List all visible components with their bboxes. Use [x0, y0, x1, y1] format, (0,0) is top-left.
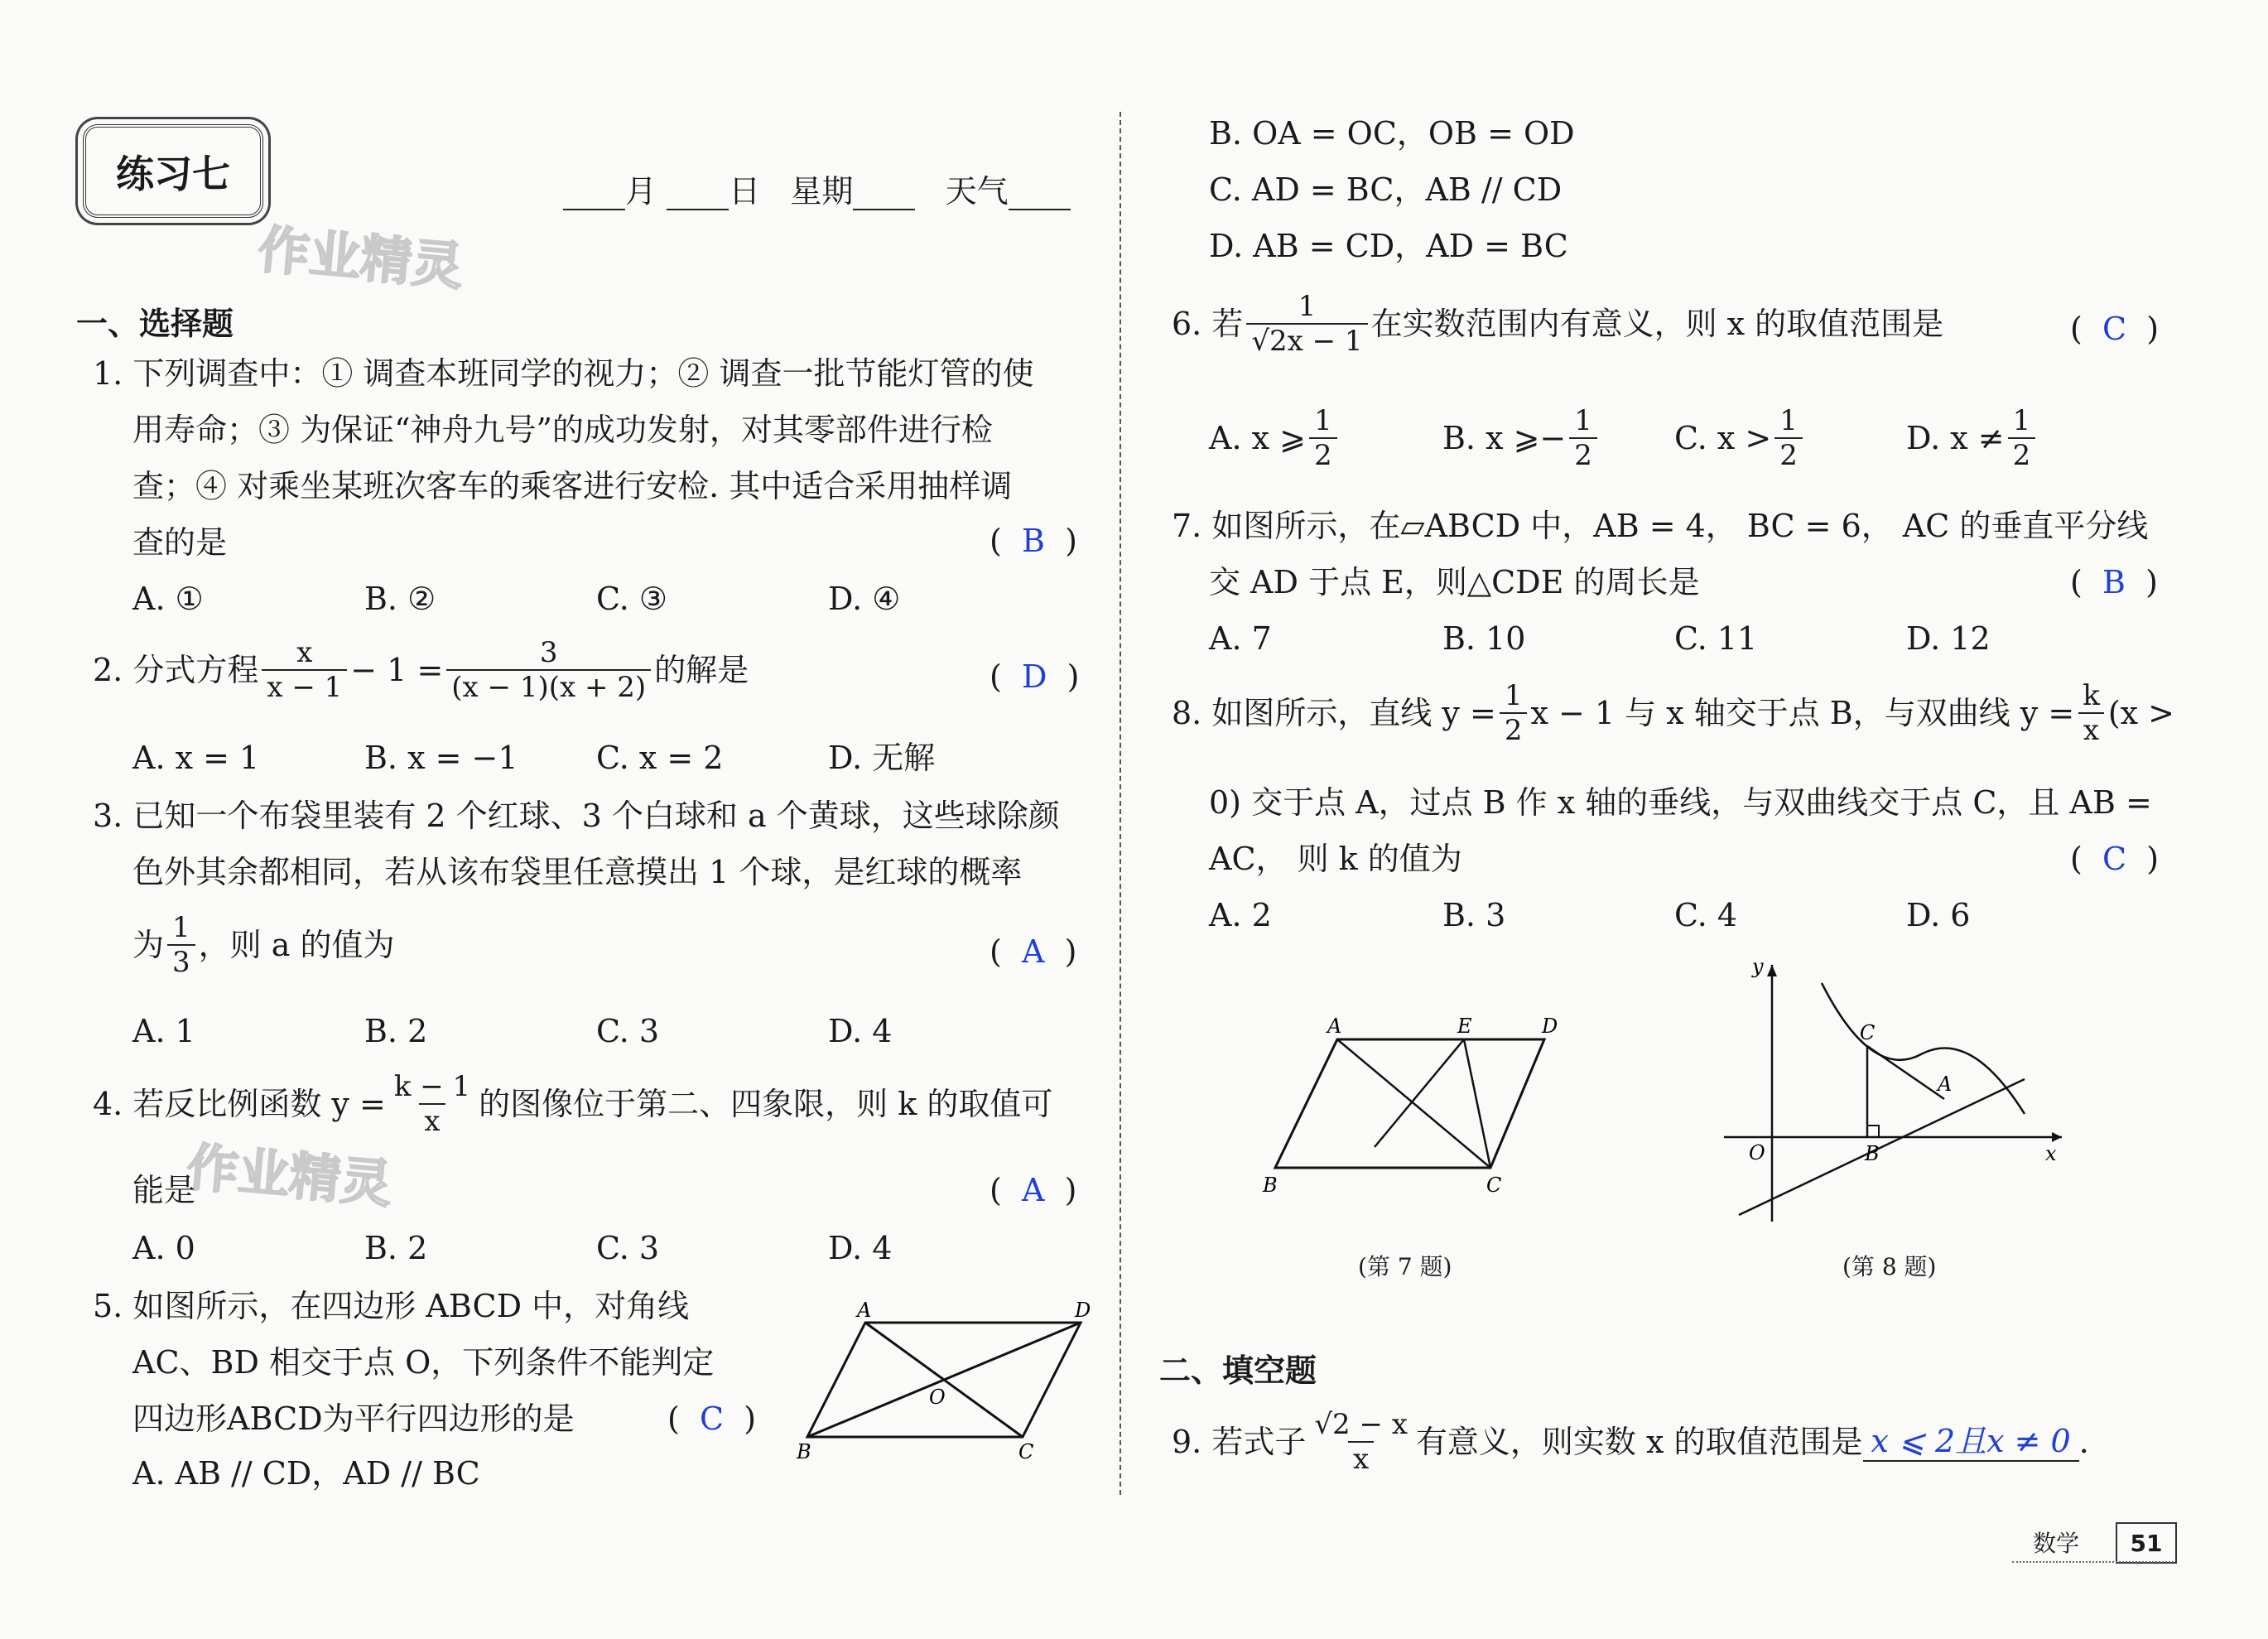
q2-f2-num: 3: [539, 636, 558, 669]
q8-answer-paren: ( C ): [2070, 841, 2160, 877]
q2-stem: [93, 636, 749, 704]
q6-opt-d-num: 1: [2012, 404, 2031, 437]
q1-option-a: A. ①: [132, 581, 204, 617]
q3-answer: A: [1021, 933, 1045, 970]
q8-fraction-1: [1500, 679, 1528, 747]
q8-mid: x − 1 与 x 轴交于点 B，与双曲线 y =: [1530, 695, 2075, 731]
q7-option-d: D. 12: [1906, 620, 1991, 657]
q3-option-a: A. 1: [132, 1013, 195, 1049]
q3-fraction: [167, 911, 195, 979]
q8-caption: (第 8 题): [1842, 1253, 1937, 1280]
q4-line1: [93, 1070, 1052, 1138]
section-choice-heading: 一、选择题: [76, 306, 234, 342]
q3-option-b: B. 2: [364, 1013, 428, 1049]
q4-option-b: B. 2: [364, 1230, 428, 1266]
q1-line2: 用寿命；③ 为保证“神舟九号”的成功发射，对其零部件进行检: [132, 412, 993, 448]
q3-option-d: D. 4: [828, 1013, 893, 1049]
q5-label-b: B: [797, 1440, 811, 1462]
q7-label-e: E: [1457, 1015, 1472, 1038]
q6-opt-b-label: B. x ⩾−: [1442, 420, 1567, 456]
q8-label-y: y: [1752, 957, 1764, 978]
q2-option-b: B. x = −1: [364, 740, 518, 776]
q5-option-d: D. AB = CD，AD = BC: [1209, 228, 1568, 264]
q7-label-d: D: [1542, 1015, 1558, 1038]
q5-label-a: A: [857, 1299, 872, 1322]
q7-option-a: A. 7: [1209, 620, 1272, 657]
q5-label-o: O: [929, 1386, 946, 1409]
month-label: 月: [625, 173, 657, 210]
q1-answer-paren: ( B ): [990, 523, 1077, 559]
q1-option-c: C. ③: [596, 581, 667, 617]
q7-answer: B: [2102, 564, 2126, 600]
q6-f-den: √2x − 1: [1246, 323, 1367, 358]
day-label: 日: [729, 173, 761, 210]
q3-f-den: 3: [167, 944, 195, 979]
footer-rule: [2012, 1561, 2174, 1563]
q7-figure: [1254, 1006, 1586, 1205]
q7-line1: 7. 如图所示，在▱ABCD 中，AB = 4， BC = 6， AC 的垂直平分线: [1172, 508, 2149, 544]
q9-answer-blank[interactable]: x ⩽ 2且x ≠ 0: [1863, 1422, 2079, 1462]
q8-label-b: B: [1865, 1142, 1880, 1165]
q5-label-c: C: [1018, 1440, 1034, 1462]
q5-answer: C: [699, 1400, 725, 1437]
q8-fraction-2: [2078, 679, 2105, 747]
q9-f-num: √2 − x: [1314, 1408, 1408, 1441]
q5-figure: [787, 1296, 1101, 1462]
q2-f1-den: x − 1: [262, 669, 347, 704]
q8-option-d: D. 6: [1906, 897, 1971, 933]
q6-opt-b-frac: [1569, 404, 1597, 472]
section-fill-heading: 二、填空题: [1159, 1352, 1317, 1389]
q9-stem: 9. 若式子 $\frac{√2 - x}{x}$ 有意义，则实数 x 的取值范围是 x ⩽ 2且x ≠ 0 .: [1172, 1408, 2089, 1476]
q6-answer-paren: ( C ): [2070, 311, 2160, 347]
q2-fraction-2: [446, 636, 651, 704]
q8-pre: 8. 如图所示，直线 y =: [1172, 695, 1496, 731]
q5-line2: AC、BD 相交于点 O，下列条件不能判定: [132, 1344, 715, 1381]
q6-post: 在实数范围内有意义，则 x 的取值范围是: [1370, 306, 1944, 342]
q2-prefix: 2. 分式方程: [93, 652, 259, 688]
q5-line3: 四边形ABCD为平行四边形的是: [132, 1400, 575, 1437]
q6-opt-a-den: 2: [1309, 437, 1337, 472]
q4-answer: A: [1021, 1172, 1045, 1208]
q5-answer-paren: ( C ): [667, 1400, 757, 1437]
q2-f1-num: x: [296, 636, 313, 669]
q3-post: ，则 a 的值为: [198, 927, 395, 963]
q8-line3: AC， 则 k 的值为: [1209, 841, 1462, 877]
q8-label-c: C: [1860, 1021, 1876, 1044]
q4-option-d: D. 4: [828, 1230, 893, 1266]
q6-opt-d-label: D. x ≠: [1906, 420, 2005, 456]
column-divider: [1120, 112, 1121, 1495]
q8-f2-num: k: [2083, 679, 2100, 712]
q6-opt-d-frac: [2008, 404, 2036, 472]
q6-fraction: [1246, 290, 1367, 358]
q1-answer: B: [1021, 523, 1045, 559]
q7-line2: 交 AD 于点 E，则△CDE 的周长是: [1209, 564, 1700, 600]
month-blank[interactable]: [563, 184, 625, 210]
q8-line1: [1172, 679, 2174, 747]
q4-pre: 4. 若反比例函数 y =: [93, 1086, 386, 1122]
exercise-title-box: [83, 124, 263, 218]
q7-label-c: C: [1486, 1174, 1502, 1197]
q3-line3: [132, 911, 394, 979]
q8-f1-num: 1: [1504, 679, 1523, 712]
watermark-2: 作业精灵: [184, 1136, 395, 1215]
q6-answer: C: [2102, 311, 2127, 347]
q6-option-b: [1442, 404, 1601, 472]
q8-figure: [1706, 957, 2070, 1238]
q6-opt-a-num: 1: [1313, 404, 1332, 437]
date-line: [563, 172, 1071, 210]
q8-post: (x >: [2107, 695, 2174, 731]
q8-option-a: A. 2: [1209, 897, 1272, 933]
q8-label-x: x: [2045, 1142, 2057, 1165]
q5-line1: 5. 如图所示，在四边形 ABCD 中，对角线: [93, 1288, 690, 1324]
q5-option-b: B. OA = OC，OB = OD: [1209, 115, 1575, 152]
weekday-label: 星期: [790, 173, 854, 210]
q4-f-num: k − 1: [393, 1070, 471, 1103]
q4-f-den: x: [419, 1103, 445, 1138]
q6-opt-b-den: 2: [1569, 437, 1597, 472]
q9-f-den: x: [1348, 1441, 1374, 1476]
q2-option-a: A. x = 1: [132, 740, 260, 776]
q2-answer-paren: ( D ): [990, 658, 1080, 695]
q2-option-d: D. 无解: [828, 740, 936, 776]
q9-pre: 9. 若式子: [1172, 1424, 1307, 1460]
q8-line2: 0) 交于点 A，过点 B 作 x 轴的垂线，与双曲线交于点 C，且 AB =: [1209, 784, 2152, 821]
q6-opt-b-num: 1: [1574, 404, 1592, 437]
q3-option-c: C. 3: [596, 1013, 660, 1049]
q5-option-a: A. AB // CD，AD // BC: [132, 1455, 480, 1492]
exercise-title: 练习七: [116, 151, 230, 196]
q6-opt-a-frac: [1309, 404, 1337, 472]
q8-option-c: C. 4: [1674, 897, 1738, 933]
weekday-blank[interactable]: [853, 184, 915, 210]
q8-label-a: A: [1938, 1073, 1953, 1096]
q7-option-b: B. 10: [1442, 620, 1526, 657]
page-number-box: [2116, 1522, 2177, 1564]
q2-fraction-1: [262, 636, 347, 704]
q4-post: 的图像位于第二、四象限，则 k 的取值可: [479, 1086, 1053, 1122]
q1-option-b: B. ②: [364, 581, 436, 617]
q5-option-c: C. AD = BC，AB // CD: [1209, 171, 1563, 208]
q7-option-c: C. 11: [1674, 620, 1758, 657]
q7-answer-paren: ( B ): [2070, 564, 2158, 600]
q6-opt-c-label: C. x >: [1674, 420, 1772, 456]
q4-line2: 能是: [132, 1172, 196, 1208]
q1-line3: 查；④ 对乘坐某班次客车的乘客进行安检. 其中适合采用抽样调: [132, 468, 1013, 504]
q6-option-c: [1674, 404, 1806, 472]
q8-label-o: O: [1749, 1141, 1765, 1164]
q4-option-a: A. 0: [132, 1230, 195, 1266]
weather-blank[interactable]: [1009, 184, 1071, 210]
q1-option-d: D. ④: [828, 581, 901, 617]
q6-opt-c-den: 2: [1774, 437, 1803, 472]
weather-label: 天气: [945, 173, 1009, 210]
q6-opt-c-frac: [1774, 404, 1803, 472]
q6-opt-a-label: A. x ⩾: [1209, 420, 1306, 456]
q8-option-b: B. 3: [1442, 897, 1506, 933]
q2-answer: D: [1021, 658, 1047, 695]
q6-opt-c-num: 1: [1779, 404, 1798, 437]
q7-label-b: B: [1263, 1174, 1278, 1197]
q3-f-num: 1: [172, 911, 190, 944]
q4-answer-paren: ( A ): [990, 1172, 1077, 1208]
q4-option-c: C. 3: [596, 1230, 660, 1266]
q6-option-d: [1906, 404, 2039, 472]
q9-post: 有意义，则实数 x 的取值范围是: [1415, 1424, 1863, 1460]
footer-subject: 数学: [2033, 1530, 2080, 1557]
q3-line2: 色外其余都相同，若从该布袋里任意摸出 1 个球，是红球的概率: [132, 854, 1023, 890]
q6-opt-d-den: 2: [2008, 437, 2036, 472]
q2-suffix: 的解是: [654, 652, 749, 688]
q3-line1: 3. 已知一个布袋里装有 2 个红球、3 个白球和 a 个黄球，这些球除颜: [93, 798, 1060, 834]
q7-label-a: A: [1327, 1015, 1342, 1038]
watermark: 作业精灵: [255, 219, 466, 297]
q2-option-c: C. x = 2: [596, 740, 724, 776]
q2-mid: − 1 =: [350, 652, 444, 688]
q8-f1-den: 2: [1500, 712, 1528, 747]
q6-f-num: 1: [1298, 290, 1317, 323]
q6-pre: 6. 若: [1172, 306, 1244, 342]
q3-answer-paren: ( A ): [990, 933, 1077, 970]
q8-f2-den: x: [2078, 712, 2104, 747]
q2-f2-den: (x − 1)(x + 2): [446, 669, 651, 704]
page-number: 51: [2130, 1529, 2163, 1557]
q8-answer: C: [2102, 841, 2127, 877]
q1-line4: 查的是: [132, 524, 228, 561]
q4-fraction: [389, 1070, 475, 1138]
day-blank[interactable]: [667, 184, 729, 210]
q6-stem: [1172, 290, 1943, 358]
q1-line1: 1. 下列调查中：① 调查本班同学的视力；② 调查一批节能灯管的使: [93, 355, 1034, 392]
q9-fraction: [1309, 1408, 1413, 1476]
q6-option-a: [1209, 404, 1341, 472]
q5-label-d: D: [1075, 1299, 1091, 1322]
q3-pre: 为: [132, 927, 165, 963]
q7-caption: (第 7 题): [1358, 1253, 1452, 1280]
